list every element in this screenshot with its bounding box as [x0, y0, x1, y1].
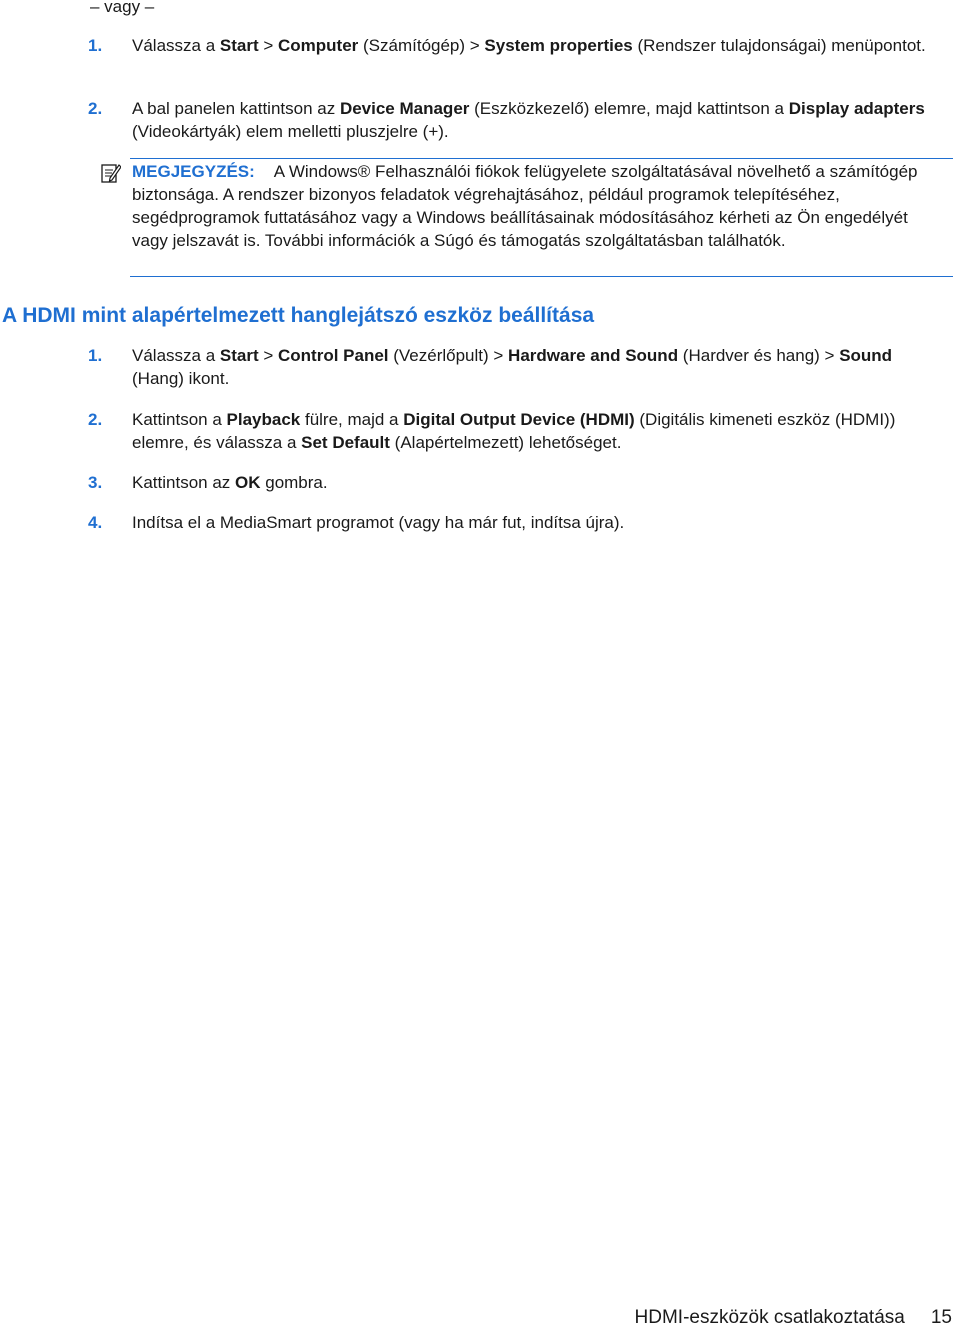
step-text [132, 511, 930, 534]
text-run: Indítsa el a MediaSmart programot (vagy ha már fut, indítsa újra). [132, 513, 625, 532]
note-bottom-rule [130, 276, 953, 277]
text-run: Válassza a [132, 36, 220, 55]
bold-term: Set Default [301, 433, 390, 452]
step-number: 2. [88, 99, 103, 118]
note-body [132, 160, 932, 252]
bold-term: Display adapters [788, 99, 925, 118]
bold-term: Device Manager [339, 99, 470, 118]
text-run: > [258, 346, 278, 365]
bold-term: Hardware and Sound [508, 346, 679, 365]
text-run: Válassza a [132, 346, 220, 365]
step-number: 1. [88, 36, 103, 55]
step-text [132, 471, 930, 494]
text-run: (Eszközkezelő) elemre, majd kattintson a [469, 99, 789, 118]
text-run: A bal panelen kattintson az [132, 99, 340, 118]
step-number: 3. [88, 473, 103, 492]
note-text: A Windows® Felhasználói fiókok felügyelete szolgáltatásával növelhető a számítógép biztonsága. A rendszer bizonyos feladatok végrehajtásához, például programok telepítéséhez, segédprogramok futtatásához vagy a Windows beállításainak módosításához kérheti az Ön engedélyét vagy jelszavát is. További információk a Súgó és támogatás szolgáltatásban találhatók. [132, 162, 918, 250]
note-top-rule [130, 158, 953, 159]
text-run: (Alapértelmezett) lehetőséget. [389, 433, 622, 452]
step-text [132, 344, 930, 390]
text-run: (Vezérlőpult) > [388, 346, 509, 365]
step-number: 1. [88, 346, 103, 365]
page-number: 15 [930, 1307, 952, 1328]
step-text [132, 34, 930, 57]
section-heading: A HDMI mint alapértelmezett hanglejátszó eszköz beállítása [2, 304, 595, 327]
bold-term: Control Panel [278, 346, 389, 365]
step-number: 2. [88, 410, 103, 429]
text-run: (Videokártyák) elem melletti pluszjelre (+). [132, 122, 449, 141]
bold-term: Start [219, 346, 259, 365]
note-pencil-icon [101, 162, 121, 184]
text-run: (Számítógép) > [358, 36, 485, 55]
text-run: > [258, 36, 278, 55]
text-run: Kattintson az [132, 473, 236, 492]
text-run: (Hardver és hang) > [678, 346, 840, 365]
text-run: Kattintson a [132, 410, 227, 429]
bold-term: Digital Output Device (HDMI) [403, 410, 635, 429]
step-number: 4. [88, 513, 103, 532]
text-run: (Rendszer tulajdonságai) menüpontot. [632, 36, 926, 55]
step-text [132, 408, 930, 454]
footer-title: HDMI-eszközök csatlakoztatása [634, 1307, 905, 1328]
bold-term: Computer [278, 36, 359, 55]
bold-term: OK [235, 473, 261, 492]
bold-term: System properties [484, 36, 633, 55]
text-run: (Hang) ikont. [132, 369, 230, 388]
bold-term: Sound [839, 346, 893, 365]
bold-term: Start [219, 36, 259, 55]
alternative-separator: – vagy – [90, 0, 155, 16]
text-run: fülre, majd a [300, 410, 404, 429]
page-footer [635, 1306, 952, 1330]
text-run: gombra. [260, 473, 328, 492]
text-run: (Digitális kimeneti eszköz (HDMI)) elemre, és válassza a [132, 410, 896, 452]
note-label: MEGJEGYZÉS: [132, 162, 255, 181]
bold-term: Playback [226, 410, 301, 429]
step-text [132, 97, 930, 143]
